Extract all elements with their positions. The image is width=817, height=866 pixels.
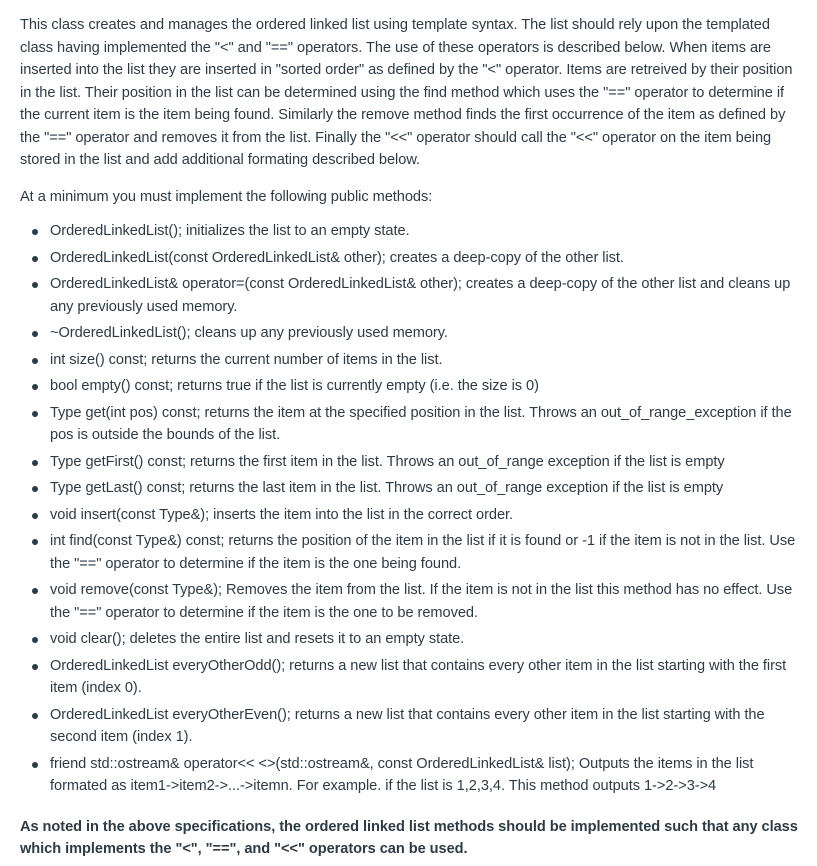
list-item <box>50 349 799 372</box>
list-item <box>50 451 799 474</box>
bullet-icon <box>32 664 38 670</box>
bullet-icon <box>32 358 38 364</box>
method-text: Type getFirst() const; returns the first item in the list. Throws an out_of_range exception if the list is empty <box>50 453 725 470</box>
requirements-heading: At a minimum you must implement the following public methods: <box>20 188 433 205</box>
method-text: void clear(); deletes the entire list and resets it to an empty state. <box>50 631 465 647</box>
bullet-icon <box>32 539 38 545</box>
list-item <box>50 530 799 575</box>
method-text: Type get(int pos) const; returns the item at the specified position in the list. Throws an out_of_range_exception if the pos is outside the bounds of the list. <box>50 404 792 443</box>
method-text: OrderedLinkedList& operator=(const OrderedLinkedList& other); creates a deep-copy of the other list and cleans up any previously used memory. <box>50 276 791 315</box>
bullet-icon <box>32 713 38 719</box>
bullet-icon <box>32 384 38 390</box>
method-text: Type getLast() const; returns the last item in the list. Throws an out_of_range exception if the list is empty <box>50 480 724 496</box>
list-item <box>50 628 799 651</box>
list-item <box>50 402 799 447</box>
method-text: OrderedLinkedList everyOtherEven(); returns a new list that contains every other item in the list starting with the second item (index 1). <box>50 706 765 745</box>
method-text: int size() const; returns the current number of items in the list. <box>50 351 443 368</box>
list-item <box>50 273 799 318</box>
method-text: ~OrderedLinkedList(); cleans up any previously used memory. <box>50 325 448 341</box>
list-item <box>50 504 799 527</box>
bullet-icon <box>32 282 38 288</box>
list-item <box>50 579 799 624</box>
bullet-icon <box>32 762 38 768</box>
list-item <box>50 704 799 749</box>
method-text: OrderedLinkedList(const OrderedLinkedList& other); creates a deep-copy of the other list. <box>50 249 624 266</box>
list-item <box>50 220 799 243</box>
bullet-icon <box>32 486 38 492</box>
bullet-icon <box>32 229 38 235</box>
list-item <box>50 477 799 500</box>
bullet-icon <box>32 637 38 643</box>
method-text: OrderedLinkedList everyOtherOdd(); returns a new list that contains every other item in the list starting with the first item (index 0). <box>50 657 787 696</box>
bullet-icon <box>32 256 38 262</box>
method-list <box>20 220 799 798</box>
list-item <box>50 247 799 270</box>
method-text: friend std::ostream& operator<< <>(std::ostream&, const OrderedLinkedList& list); Outputs the items in the list formated as item1->item2->...->itemn. For example. if the list is 1,2,3,4. This method outputs 1->2->3->4 <box>50 755 754 794</box>
method-text: void remove(const Type&); Removes the item from the list. If the item is not in the list this method has no effect. Use the "==" operator to determine if the item is the one to be removed. <box>50 582 793 621</box>
list-item <box>50 375 799 398</box>
closing-note: As noted in the above specifications, the ordered linked list methods should be implemented such that any class which implements the "<", "==", and "<<" operators can be used. <box>20 818 798 857</box>
list-item <box>50 322 799 345</box>
method-text: int find(const Type&) const; returns the position of the item in the list if it is found or -1 if the item is not in the list. Use the "==" operator to determine if the item is the one being found. <box>50 533 796 572</box>
bullet-icon <box>32 460 38 466</box>
bullet-icon <box>32 513 38 519</box>
method-text: bool empty() const; returns true if the list is currently empty (i.e. the size is 0) <box>50 378 539 394</box>
list-item <box>50 753 799 798</box>
method-text: void insert(const Type&); inserts the item into the list in the correct order. <box>50 506 514 523</box>
bullet-icon <box>32 411 38 417</box>
method-text: OrderedLinkedList(); initializes the list to an empty state. <box>50 223 410 239</box>
bullet-icon <box>32 331 38 337</box>
list-item <box>50 655 799 700</box>
intro-paragraph: This class creates and manages the ordered linked list using template syntax. The list should rely upon the templated class having implemented the "<" and "==" operators. The use of these operators is described below. When items are inserted into the list they are inserted in "sorted order" as defined by the "<" operator. Items are retreived by their position in the list. Their position in the list can be determined using the find method which uses the "==" operator to determine if the current item is the item being found. Similarly the remove method finds the first occurrence of the item as defined by the "==" operator and removes it from the list. Finally the "<<" operator should call the "<<" operator on the item being stored in the list and add additional formating described below. <box>20 17 793 168</box>
bullet-icon <box>32 588 38 594</box>
